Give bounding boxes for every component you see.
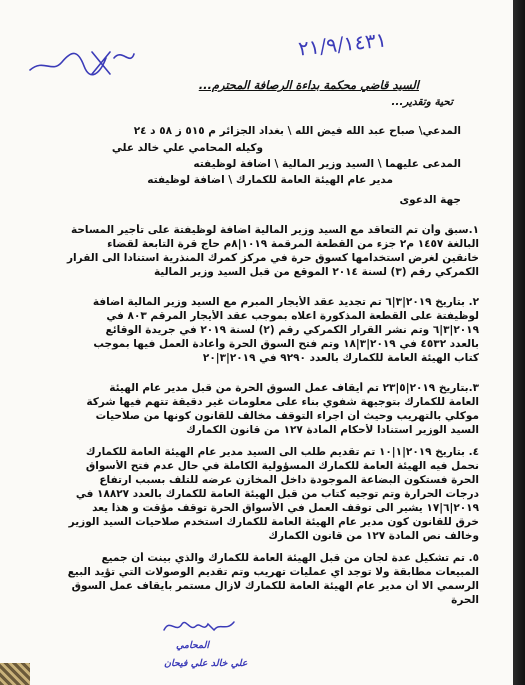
court-heading: السيد قاضي محكمة بداءة الرصافة المحترم... [198,78,419,92]
paragraph-4-line: ٤. بتاريخ ٢٠١٩|١|١٠ تم تقديم طلب الى السيد مدير عام الهيئة العامة للكمارك [85,446,479,458]
signature-scribble [160,612,242,638]
handwritten-date: ٢١/٩/١٤٣١ [296,27,388,61]
signature-title: المحامي [176,640,210,651]
paragraph-3-line: موكلي بالتهريب وحيث أن اجراء التوقف مخالف للقانون كونها من صلاحيات [95,410,479,422]
agent-line: وكيله المحامي علي خالد علي [111,142,263,154]
defendant-line-1: المدعى عليهما \ السيد وزير المالية \ اضافة لوظيفته [193,158,461,170]
paragraph-2-line: لوظيفتة على القطعة المذكورة اعلاه بموجب عقد الأيجار المرقم ٨٠٣ في [106,310,479,322]
page-edge-shadow [513,0,525,685]
paragraph-4-line: الحرة فستكون البضاعة الموجودة داخل المخازن عرضه للتلف بسبب ارتفاع [99,474,479,486]
paragraph-1-line: خانقين لغرض استخدامها كسوق حرة في مركز كمرك المنذرية استنادا الى القرار [67,252,479,264]
paragraph-5-line: المبيعات مطابقة ولا توجد اي عمليات تهريب وتم تقديم الوصولات التي تؤيد البيع [67,566,479,578]
paragraph-2-line: ٢٠١٩|٣|٦ وتم نشر القرار الكمركي رقم (٢) لسنة ٢٠١٩ في جريدة الوقائع [105,324,479,336]
claim-heading: جهة الدعوى [399,194,461,206]
paragraph-4-line: وخالف نص المادة ١٢٧ من قانون الكمارك [268,530,479,542]
defendant-line-2: مدير عام الهيئة العامة للكمارك \ اضافة لوظيفته [147,174,393,186]
background-fabric [0,663,30,685]
paragraph-1-line: ١.سبق وأن تم التعاقد مع السيد وزير المالية اضافة لوظيفتة على تأجير المساحة [70,224,479,236]
paragraph-4-line: درجات الحرارة وتم توجيه كتاب من قبل الهيئة العامة للكمارك بالعدد ١٨٨٢٧ في [75,488,479,500]
paragraph-5-line: الحرة [451,594,479,606]
paragraph-4-line: ٢٠١٩|٦|١٧ يشير الى توقف العمل في الأسواق الحرة توقف مؤقت و هذا يعد [92,502,479,514]
paragraph-2-line: بالعدد ٤٥٣٢ في ٢٠١٩|٣|١٨ وتم فتح السوق الحرة وأعادة العمل فيها بموجب [93,338,479,350]
handwritten-annotation-scribble [26,40,138,82]
paragraph-2-line: كتاب الهيئة العامة للكمارك بالعدد ٩٢٩٠ في ٢٠١٩|٣|٢٠ [202,352,479,364]
paragraph-3-line: السيد الوزير استنادا لأحكام المادة ١٢٧ من قانون الكمارك [186,424,479,436]
plaintiff-line: المدعي\ صباح عبد الله فيض الله \ بغداد الجزائر م ٥١٥ ز ٥٨ د ٢٤ [133,125,461,137]
paragraph-4-line: نحمل فيه الهيئة العامة للكمارك المسؤولية الكاملة في حال عدم فتح الأسواق [85,460,479,472]
signature-name: علي خالد علي فيحان [164,658,248,669]
paragraph-5-line: ٥. تم تشكيل عدة لجان من قبل الهيئة العامة للكمارك والذي بينت أن جميع [101,552,479,564]
paragraph-4-line: خرق للقانون كون مدير عام الهيئة العامة للكمارك استخدم صلاحيات السيد الوزير [68,516,479,528]
paragraph-1-line: البالغة ١٤٥٧ م٢ جزء من القطعة المرقمة ١٠١٩|٨م حاج قرة التابعة لقضاء [107,238,479,250]
paragraph-5-line: الرسمي الا أن مدير عام الهيئة العامة للكمارك لازال مستمر بايقاف عمل السوق [71,580,479,592]
paragraph-1-line: الكمركي رقم (٣) لسنة ٢٠١٤ الموقع من قبل السيد وزير المالية [153,266,479,278]
greeting: تحية وتقدير... [391,96,453,108]
paragraph-2-line: ٢. بتاريخ ٢٠١٩|٣|٦ تم تجديد عقد الأيجار المبرم مع السيد وزير المالية اضافة [92,296,479,308]
paragraph-3-line: العامة للكمارك بتوجيهة شفوي بناء على معلومات غير دقيقة تتهم فيها شركة [86,396,479,408]
paragraph-3-line: ٣.بتاريخ ٢٠١٩|٥|٢٣ تم أيقاف عمل السوق الحرة من قبل مدير عام الهيئة [109,382,479,394]
